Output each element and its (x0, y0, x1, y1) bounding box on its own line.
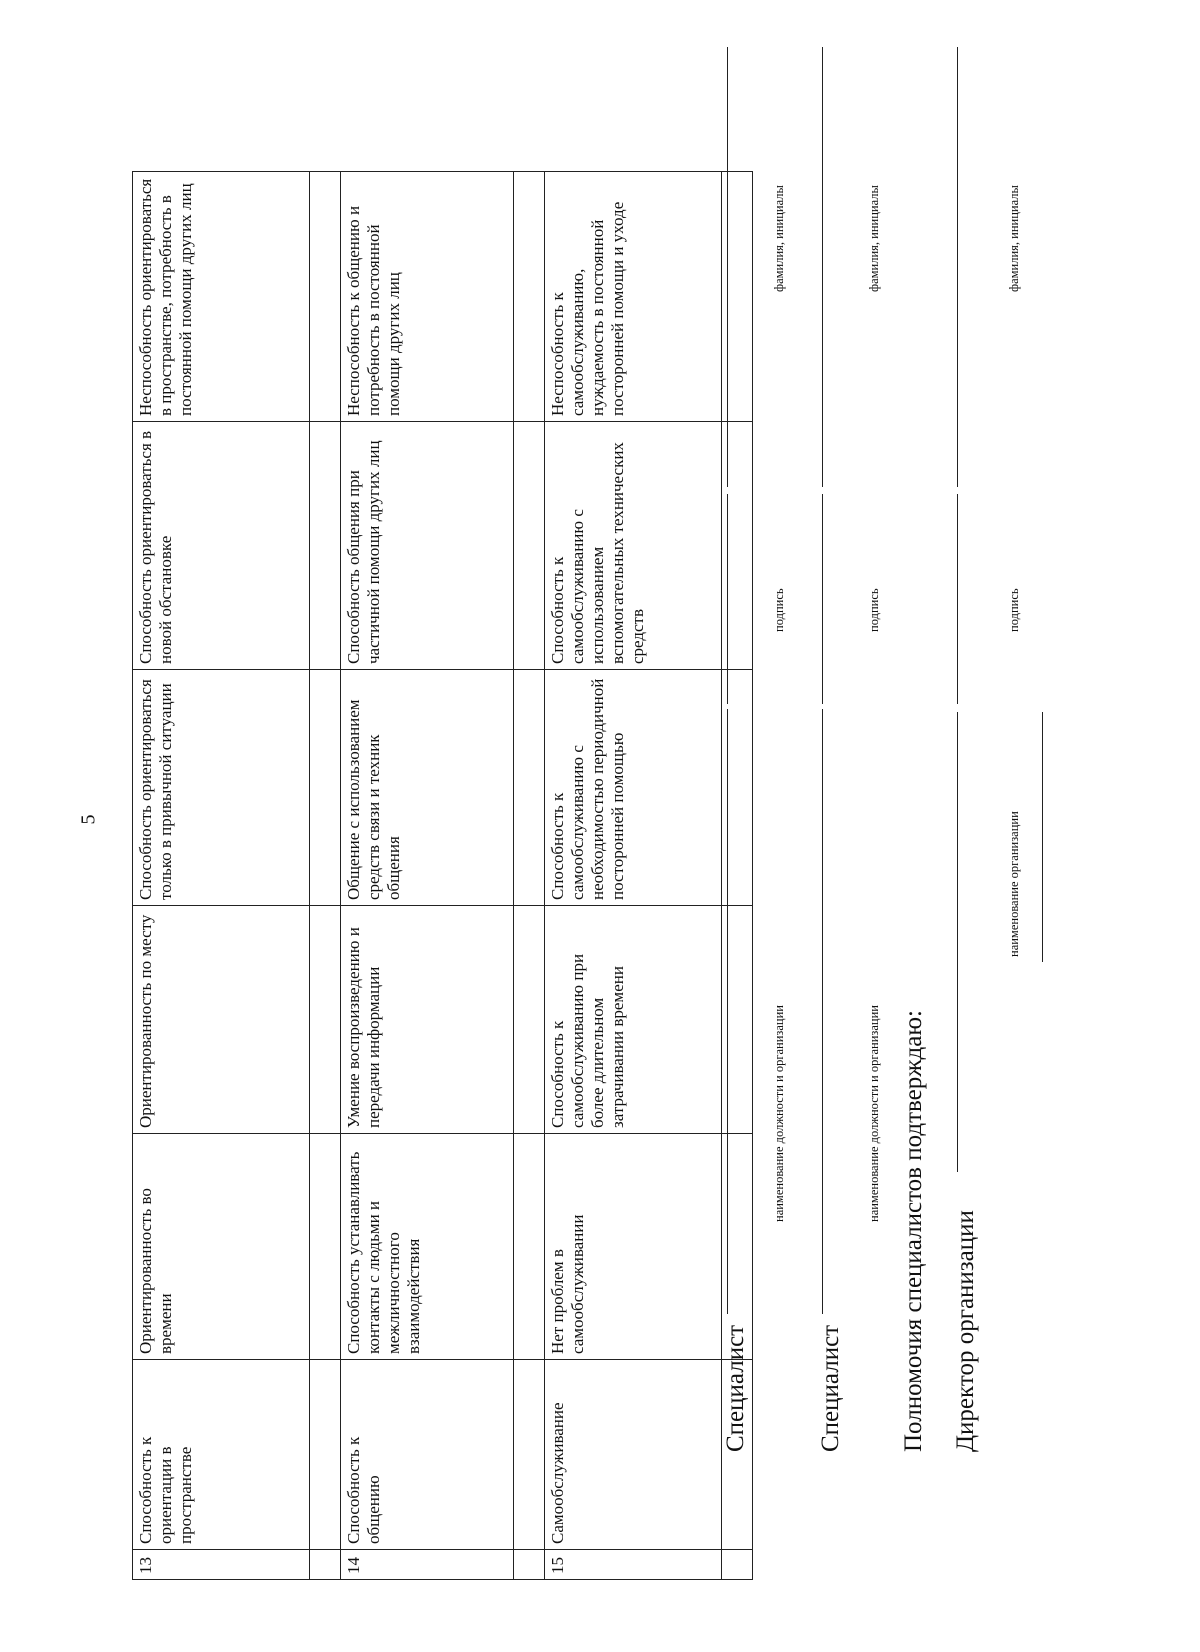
table-cell: Неспособность к самообслуживанию, нуждаемость в постоянной посторонней помощи и уходе (545, 172, 722, 422)
position-caption-2: наименование должности и организации (867, 1005, 881, 1222)
name-line-3 (957, 47, 958, 487)
name-caption-2: фамилия, инициалы (867, 185, 881, 292)
table-cell: Способность ориентироваться в новой обстановке (133, 422, 310, 670)
specialist-label-1: Специалист (722, 1324, 749, 1452)
table-row-empty (514, 172, 545, 1580)
table-row (545, 172, 722, 1580)
category-cell: Самообслуживание (545, 1360, 722, 1550)
row-number: 14 (341, 1550, 514, 1580)
position-line-2 (822, 709, 823, 1314)
name-line-2 (822, 47, 823, 487)
row-number: 15 (545, 1550, 722, 1580)
table-row (341, 172, 514, 1580)
category-cell: Способность к общению (341, 1360, 514, 1550)
authority-text: Полномочия специалистов подтверждаю: (900, 1010, 927, 1452)
table-row (133, 172, 310, 1580)
position-line-1 (727, 709, 728, 1314)
signature-caption-2: подпись (867, 588, 881, 632)
page-number: 5 (77, 814, 100, 825)
table-row-empty (310, 172, 341, 1580)
row-number: 13 (133, 1550, 310, 1580)
table-cell: Неспособность к общению и потребность в постоянной помощи других лиц (341, 172, 514, 422)
director-label: Директор организации (952, 1210, 979, 1452)
org-line-1 (957, 712, 958, 1172)
table-cell: Способность ориентироваться только в привычной ситуации (133, 670, 310, 906)
rotated-page-content (0, 50, 1192, 1622)
signature-line-1 (727, 494, 728, 704)
signature-line-3 (957, 494, 958, 704)
table-cell: Неспособность ориентироваться в пространстве, потребность в постоянной помощи других лиц (133, 172, 310, 422)
table-cell: Нет проблем в самообслуживании (545, 1134, 722, 1360)
name-caption-1: фамилия, инициалы (772, 185, 786, 292)
table-cell: Способность общения при частичной помощи других лиц (341, 422, 514, 670)
table-cell: Способность устанавливать контакты с людьми и межличностного взаимодействия (341, 1134, 514, 1360)
table-cell: Умение воспроизведению и передачи информации (341, 906, 514, 1134)
table-cell: Способность к самообслуживанию при более длительном затрачивании времени (545, 906, 722, 1134)
signature-line-2 (822, 494, 823, 704)
name-line-1 (727, 47, 728, 487)
table-cell: Ориентированность во времени (133, 1134, 310, 1360)
table-cell: Общение с использованием средств связи и техник общения (341, 670, 514, 906)
name-caption-3: фамилия, инициалы (1007, 185, 1021, 292)
category-cell: Способность к ориентации в пространстве (133, 1360, 310, 1550)
position-caption-1: наименование должности и организации (772, 1005, 786, 1222)
table-cell: Способность к самообслуживанию с необходимостью периодичной посторонней помощью (545, 670, 722, 906)
org-caption: наименование организации (1007, 811, 1021, 957)
specialist-label-2: Специалист (817, 1324, 844, 1452)
table-cell: Способность к самообслуживанию с использованием вспомогательных технических средств (545, 422, 722, 670)
org-line-2 (1042, 712, 1043, 962)
assessment-table (132, 171, 753, 1580)
table-cell: Ориентированность по месту (133, 906, 310, 1134)
signature-caption-3: подпись (1007, 588, 1021, 632)
signature-caption-1: подпись (772, 588, 786, 632)
